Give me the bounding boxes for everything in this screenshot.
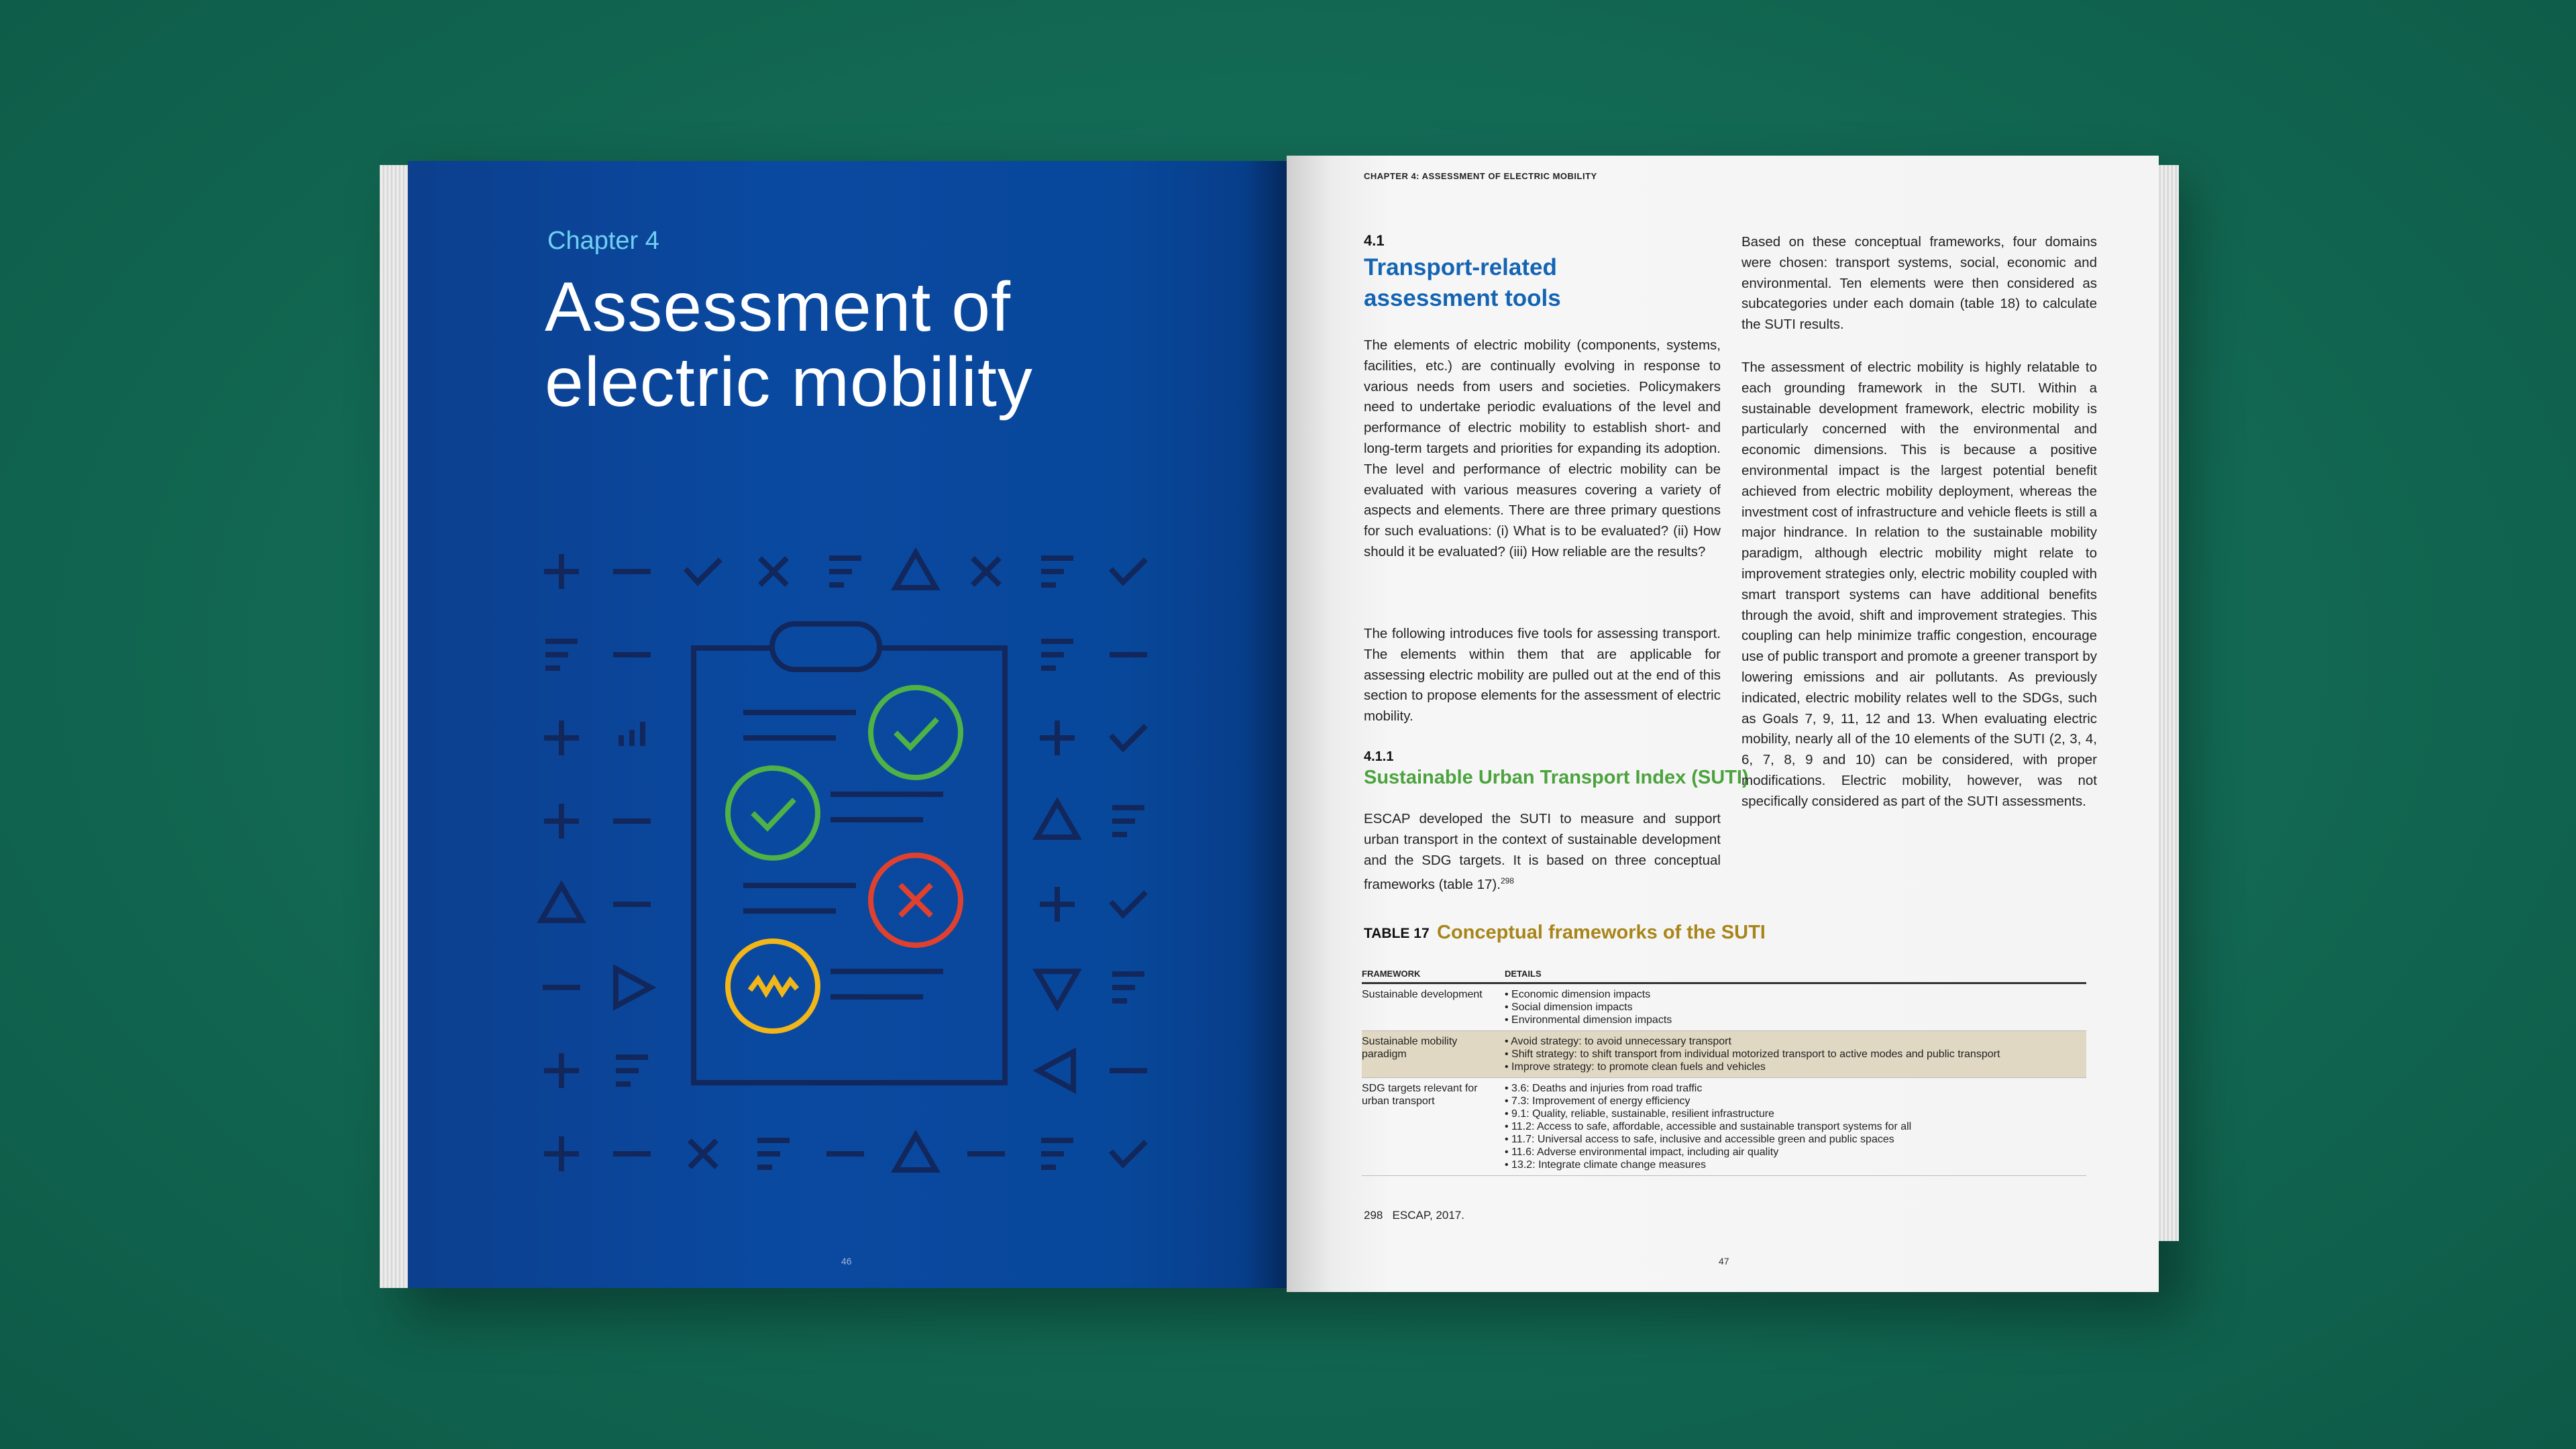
plus-icon — [1040, 887, 1075, 922]
detail-item: • 3.6: Deaths and injuries from road traffic — [1505, 1083, 1703, 1094]
subsection-title: Sustainable Urban Transport Index (SUTI) — [1364, 767, 1749, 788]
wave-circle-icon — [728, 941, 818, 1031]
section-number: 4.1 — [1364, 232, 1385, 249]
check-icon — [1111, 1142, 1146, 1165]
header-framework: FRAMEWORK — [1362, 966, 1505, 983]
paragraph-4: Based on these conceptual frameworks, four domains were chosen: transport systems, social, economic and environmental. Ten elements were then considered as subcategories under each domain (table 18) to calculate the SUTI results. — [1741, 234, 2097, 333]
cell-details — [1505, 1031, 2086, 1078]
detail-item: • Social dimension impacts — [1505, 1002, 1633, 1013]
detail-item: • 11.2: Access to safe, affordable, accessible and sustainable transport systems for all — [1505, 1121, 1912, 1132]
detail-item: • Economic dimension impacts — [1505, 989, 1651, 1000]
lines-icon — [757, 1140, 790, 1167]
lines-icon — [1041, 641, 1073, 668]
paragraph-3-text: ESCAP developed the SUTI to measure and support urban transport in the context of sustainable development and the SDG targets. It is based on three conceptual frameworks (table 17). — [1364, 811, 1721, 893]
chapter-label: Chapter 4 — [547, 227, 659, 255]
cell-details — [1505, 983, 2086, 1031]
footnote-ref: 298 — [1500, 876, 1514, 886]
detail-item: • 13.2: Integrate climate change measures — [1505, 1159, 1706, 1171]
triangle-icon — [1037, 802, 1077, 837]
check-icon — [1111, 726, 1146, 749]
lines-icon — [1041, 558, 1073, 585]
triangle-right-icon — [616, 969, 651, 1006]
section-title-line-1: Transport-related — [1364, 254, 1557, 280]
table-row — [1362, 1078, 2086, 1176]
chapter-title-line-2: electric mobility — [545, 343, 1033, 421]
table-caption: Conceptual frameworks of the SUTI — [1437, 922, 1766, 943]
section-title — [1364, 252, 1699, 314]
plus-icon — [544, 804, 579, 839]
cell-framework: SDG targets relevant for urban transport — [1362, 1078, 1505, 1176]
detail-item: • 11.7: Universal access to safe, inclusive and accessible green and public spaces — [1505, 1134, 1894, 1145]
header-details: DETAILS — [1505, 966, 2086, 983]
section-title-line-2: assessment tools — [1364, 285, 1561, 311]
triangle-icon — [541, 885, 582, 920]
check-circle-icon — [871, 688, 961, 777]
assessment-icon-illustration — [408, 537, 1292, 1208]
paragraph-1: The elements of electric mobility (components, systems, facilities, etc.) are continually evolving in response to various needs from users and societies. Policymakers need to undertake periodic evaluations of the level and performance of electric mobility to establish short- and long-term targets and priorities for expanding its adoption. The level and performance of electric mobility can be evaluated with various measures covering a variety of aspects and elements. There are three primary questions for such evaluations: (i) What is to be evaluated? (ii) How should it be evaluated? (iii) How reliable are the results? — [1364, 337, 1721, 559]
plus-icon — [544, 1136, 579, 1171]
triangle-down-icon — [1037, 971, 1077, 1006]
cross-icon — [973, 558, 1000, 585]
detail-item: • Avoid strategy: to avoid unnecessary transport — [1505, 1036, 1731, 1047]
right-page-number: 47 — [1719, 1256, 1729, 1267]
bars-icon — [621, 722, 643, 746]
triangle-icon — [896, 1135, 936, 1170]
chapter-title — [545, 270, 1216, 420]
left-page-number: 46 — [841, 1256, 852, 1267]
footnote — [1364, 1209, 1464, 1222]
detail-item: • 9.1: Quality, reliable, sustainable, resilient infrastructure — [1505, 1108, 1774, 1120]
cell-details — [1505, 1078, 2086, 1176]
chapter-title-line-1: Assessment of — [545, 268, 1012, 346]
paragraph-2: The following introduces five tools for assessing transport. The elements within them that are applicable for assessing electric mobility are pulled out at the end of this section to propose elements for the assessment of electric mobility. — [1364, 626, 1721, 724]
check-icon — [1111, 892, 1146, 915]
cell-framework: Sustainable mobility paradigm — [1362, 1031, 1505, 1078]
paragraph-5: The assessment of electric mobility is highly relatable to each grounding framework in the SUTI. Within a sustainable development framework, electric mobility is particularly concerned with the environmental and economic dimensions. This is because a positive environmental impact is the largest potential benefit achieved from electric mobility deployment, whereas the investment cost of infrastructure and vehicle fleets is still a major hindrance. In relation to the sustainable mobility paradigm, although electric mobility might relate to improvement strategies only, electric mobility coupled with smart transport systems can have additional benefits through the avoid, shift and improvement strategies. This coupling can help minimize traffic congestion, encourage use of public transport and promote a greener transport by lowering emissions and air pollutants. As previously indicated, electric mobility relates well to the SDGs, such as Goals 7, 9, 11, 12 and 13. When evaluating electric mobility, nearly all of the 10 elements of the SUTI (2, 3, 4, 6, 7, 8, 9 and 10) can be considered, with proper modifications. Electric mobility, however, was not specifically considered as part of the SUTI assessments. — [1741, 360, 2097, 809]
table-header-row — [1362, 966, 2086, 983]
subsection-number: 4.1.1 — [1364, 749, 1394, 764]
lines-icon — [1112, 974, 1144, 1001]
detail-item: • Environmental dimension impacts — [1505, 1014, 1672, 1026]
paragraph-3 — [1364, 809, 1721, 896]
lines-icon — [1041, 1140, 1073, 1167]
clipboard-clip — [772, 624, 879, 669]
footnote-number: 298 — [1364, 1209, 1383, 1222]
check-icon — [686, 559, 720, 582]
check-circle-icon — [728, 768, 818, 858]
plus-icon — [544, 554, 579, 589]
cell-framework: Sustainable development — [1362, 983, 1505, 1031]
triangle-icon — [896, 553, 936, 588]
check-icon — [1111, 559, 1146, 582]
plus-icon — [544, 1053, 579, 1088]
running-header: CHAPTER 4: ASSESSMENT OF ELECTRIC MOBILITY — [1364, 171, 1597, 181]
triangle-left-icon — [1038, 1052, 1073, 1089]
footnote-text: ESCAP, 2017. — [1392, 1209, 1464, 1222]
table-label: TABLE 17 — [1364, 926, 1430, 941]
cross-icon — [760, 558, 787, 585]
detail-item: • 7.3: Improvement of energy efficiency — [1505, 1095, 1690, 1107]
lines-icon — [616, 1057, 648, 1084]
detail-item: • Shift strategy: to shift transport from individual motorized transport to active modes and public transport — [1505, 1049, 2000, 1060]
cross-circle-icon — [871, 855, 961, 945]
lines-icon — [829, 558, 861, 585]
detail-item: • Improve strategy: to promote clean fuels and vehicles — [1505, 1061, 1766, 1073]
page-stack-left — [380, 165, 412, 1288]
table-row-highlighted — [1362, 1031, 2086, 1078]
lines-icon — [545, 641, 578, 668]
plus-icon — [544, 720, 579, 755]
plus-icon — [1040, 720, 1075, 755]
detail-item: • 11.6: Adverse environmental impact, including air quality — [1505, 1146, 1779, 1158]
table-row — [1362, 983, 2086, 1031]
lines-icon — [1112, 808, 1144, 835]
cross-icon — [690, 1140, 716, 1167]
suti-frameworks-table — [1362, 966, 2086, 1176]
